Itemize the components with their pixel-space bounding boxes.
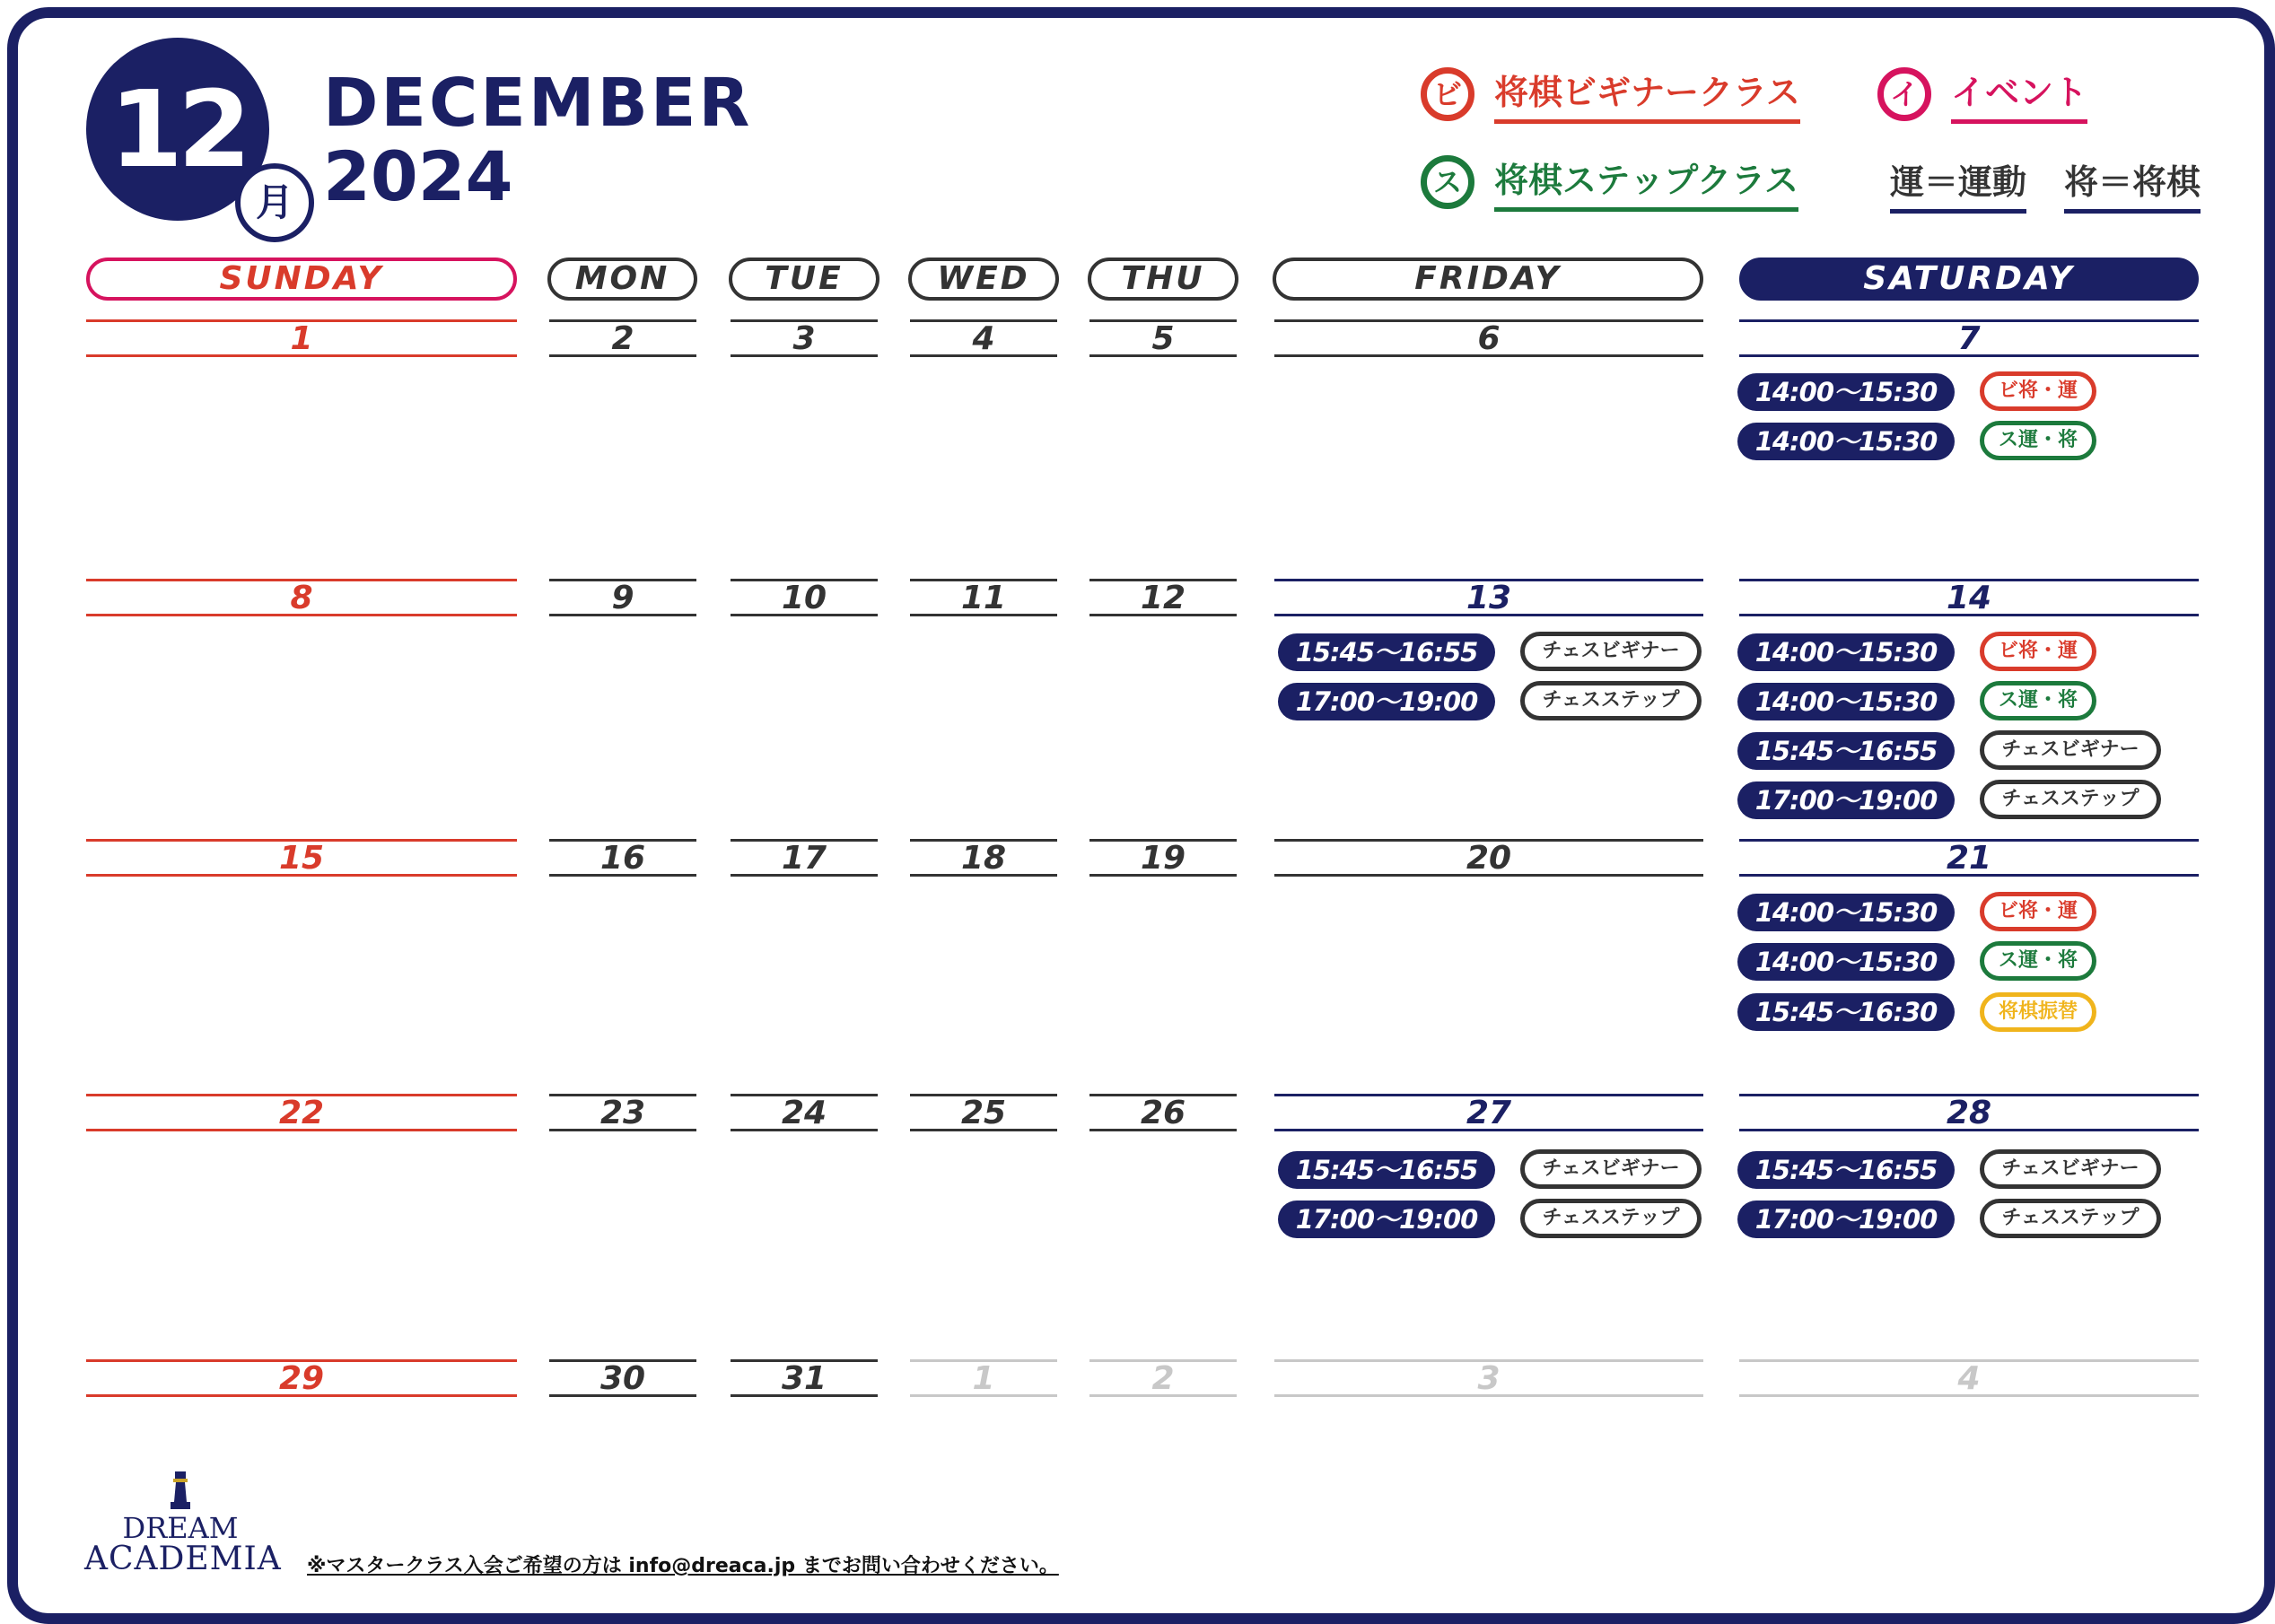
date-fri: 3 (1274, 1359, 1703, 1397)
event-time: 14:00〜15:30 (1737, 943, 1955, 981)
beginner-mark-icon: ビ (1421, 67, 1474, 121)
event-tag: チェスステップ (1520, 1199, 1702, 1238)
event-tag: チェスビギナー (1520, 632, 1702, 671)
date-sun: 15 (86, 839, 517, 877)
date-sat: 21 (1739, 839, 2199, 877)
legend-step-label: 将棋ステップクラス (1494, 153, 1798, 212)
date-wed: 18 (910, 839, 1057, 877)
date-sun: 1 (86, 319, 517, 357)
event-tag: 将棋振替 (1980, 992, 2096, 1032)
event-time: 14:00〜15:30 (1737, 373, 1955, 411)
legend-shogi (2064, 154, 2201, 214)
date-mon: 16 (549, 839, 696, 877)
legend-event-label: イベント (1951, 65, 2087, 124)
event-time: 17:00〜19:00 (1278, 683, 1495, 720)
event-time: 17:00〜19:00 (1278, 1201, 1495, 1238)
step-mark-icon: ス (1421, 155, 1474, 209)
event-tag: チェスビギナー (1980, 730, 2161, 770)
event-tag: チェスビギナー (1980, 1149, 2161, 1189)
dayhead-thursday: THU (1088, 258, 1238, 301)
event-time: 14:00〜15:30 (1737, 633, 1955, 671)
dayhead-wednesday: WED (908, 258, 1059, 301)
date-tue: 17 (731, 839, 878, 877)
date-wed: 11 (910, 579, 1057, 616)
event-time: 15:45〜16:55 (1278, 1151, 1495, 1189)
date-thu: 2 (1089, 1359, 1237, 1397)
month-kanji-badge: 月 (235, 163, 314, 242)
dayhead-tuesday: TUE (729, 258, 879, 301)
event-time: 14:00〜15:30 (1737, 683, 1955, 720)
date-thu: 19 (1089, 839, 1237, 877)
event-time: 15:45〜16:55 (1737, 1151, 1955, 1189)
legend-step (1421, 153, 1798, 212)
legend-event (1877, 65, 2087, 124)
date-mon: 23 (549, 1094, 696, 1131)
dream-academia-logo (84, 1471, 282, 1577)
date-sun: 29 (86, 1359, 517, 1397)
event-tag: チェスステップ (1980, 780, 2161, 819)
logo-line2: ACADEMIA (84, 1541, 282, 1577)
date-tue: 24 (731, 1094, 878, 1131)
legend-undo-label: 運＝運動 (1890, 154, 2026, 214)
legend-undo (1890, 154, 2026, 214)
event-time: 17:00〜19:00 (1737, 781, 1955, 819)
legend-beginner-label: 将棋ビギナークラス (1494, 65, 1800, 124)
dayhead-friday: FRIDAY (1273, 258, 1703, 301)
date-tue: 3 (731, 319, 878, 357)
date-mon: 9 (549, 579, 696, 616)
date-fri: 13 (1274, 579, 1703, 616)
chess-piece-icon (168, 1471, 193, 1509)
event-tag: ス運・将 (1980, 941, 2096, 981)
date-mon: 2 (549, 319, 696, 357)
date-thu: 26 (1089, 1094, 1237, 1131)
event-tag: チェスビギナー (1520, 1149, 1702, 1189)
event-tag: ス運・将 (1980, 421, 2096, 460)
event-tag: ビ将・運 (1980, 371, 2096, 411)
contact-note[interactable]: ※マスタークラス入会ご希望の方は info@dreaca.jp までお問い合わせください。 (307, 1555, 1059, 1577)
legend-beginner (1421, 65, 1800, 124)
event-time: 15:45〜16:55 (1278, 633, 1495, 671)
date-fri: 6 (1274, 319, 1703, 357)
legend-shogi-label: 将＝将棋 (2064, 154, 2201, 214)
date-sat: 7 (1739, 319, 2199, 357)
date-thu: 12 (1089, 579, 1237, 616)
date-fri: 27 (1274, 1094, 1703, 1131)
logo-line1: DREAM (122, 1511, 239, 1545)
date-tue: 31 (731, 1359, 878, 1397)
date-sun: 22 (86, 1094, 517, 1131)
date-sat: 14 (1739, 579, 2199, 616)
date-wed: 25 (910, 1094, 1057, 1131)
event-tag: チェスステップ (1520, 681, 1702, 720)
dayhead-monday: MON (547, 258, 697, 301)
dayhead-sunday: SUNDAY (86, 258, 517, 301)
event-mark-icon: イ (1877, 67, 1931, 121)
event-time: 15:45〜16:55 (1737, 732, 1955, 770)
year: 2024 (323, 136, 513, 216)
date-thu: 5 (1089, 319, 1237, 357)
event-tag: チェスステップ (1980, 1199, 2161, 1238)
event-time: 17:00〜19:00 (1737, 1201, 1955, 1238)
date-mon: 30 (549, 1359, 696, 1397)
date-sat: 4 (1739, 1359, 2199, 1397)
dayhead-saturday: SATURDAY (1739, 258, 2199, 301)
date-wed: 4 (910, 319, 1057, 357)
date-tue: 10 (731, 579, 878, 616)
date-fri: 20 (1274, 839, 1703, 877)
event-time: 15:45〜16:30 (1737, 993, 1955, 1031)
month-number-badge: 12 (86, 38, 269, 221)
event-time: 14:00〜15:30 (1737, 894, 1955, 931)
event-tag: ス運・将 (1980, 681, 2096, 720)
date-wed: 1 (910, 1359, 1057, 1397)
date-sat: 28 (1739, 1094, 2199, 1131)
event-tag: ビ将・運 (1980, 632, 2096, 671)
month-name: DECEMBER (323, 65, 753, 142)
date-sun: 8 (86, 579, 517, 616)
event-tag: ビ将・運 (1980, 892, 2096, 931)
event-time: 14:00〜15:30 (1737, 423, 1955, 460)
